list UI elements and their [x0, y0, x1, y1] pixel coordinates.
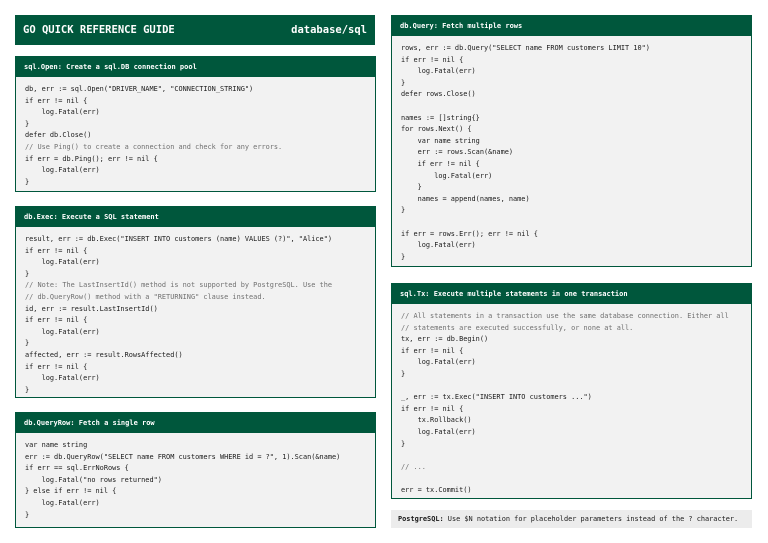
postgresql-note	[391, 510, 752, 528]
code-line: if err != nil {	[25, 316, 88, 325]
code-line: log.Fatal(err)	[401, 241, 476, 250]
card-title: sql.Open: Create a sql.DB connection pool	[16, 57, 375, 77]
code-line: log.Fatal(err)	[401, 427, 476, 436]
code-line: log.Fatal(err)	[25, 258, 100, 267]
code-line: }	[401, 206, 406, 215]
code-line: }	[25, 385, 30, 394]
card-db-query	[391, 15, 752, 267]
code-line: if err != nil {	[25, 362, 88, 371]
code-line: defer db.Close()	[25, 131, 92, 140]
code-line: log.Fatal(err)	[25, 498, 100, 507]
code-line: }	[25, 510, 30, 519]
card-db-queryrow	[15, 412, 376, 528]
code-comment: // db.QueryRow() method with a "RETURNING" clause instead.	[25, 292, 266, 301]
code-line: err := rows.Scan(&name)	[401, 148, 514, 157]
code-line: if err != nil {	[25, 96, 88, 105]
code-block	[16, 433, 375, 521]
code-line: _, err := tx.Exec("INSERT INTO customers ...")	[401, 393, 592, 402]
card-sql-tx	[391, 283, 752, 499]
code-line: }	[25, 339, 30, 348]
code-line: }	[401, 78, 406, 87]
page-header	[15, 15, 375, 45]
code-line: if err = rows.Err(); err != nil {	[401, 229, 538, 238]
code-line: names = append(names, name)	[401, 194, 530, 203]
code-line: log.Fatal(err)	[401, 358, 476, 367]
code-line: db, err := sql.Open("DRIVER_NAME", "CONNECTION_STRING")	[25, 85, 254, 93]
code-line	[401, 381, 742, 393]
code-comment: // statements are executed successfully, or none at all.	[401, 323, 634, 332]
note-text: Use $N notation for placeholder parameters instead of the ? character.	[443, 515, 739, 523]
code-line: log.Fatal(err)	[401, 171, 493, 180]
code-line: }	[25, 177, 30, 186]
code-line: }	[401, 183, 422, 192]
card-title: sql.Tx: Execute multiple statements in one transaction	[392, 284, 751, 304]
code-line: if err != nil {	[401, 159, 480, 168]
code-line	[401, 450, 742, 462]
code-line: if err != nil {	[401, 346, 464, 355]
code-comment: // ...	[401, 462, 426, 471]
code-line: affected, err := result.RowsAffected()	[25, 350, 183, 359]
card-sql-open	[15, 56, 376, 192]
code-line: id, err := result.LastInsertId()	[25, 304, 158, 313]
card-title: db.Query: Fetch multiple rows	[392, 16, 751, 36]
code-line	[401, 473, 742, 485]
code-line: err = tx.Commit()	[401, 485, 472, 494]
page-title: GO QUICK REFERENCE GUIDE	[23, 24, 175, 36]
code-line: defer rows.Close()	[401, 90, 476, 99]
code-line: err := db.QueryRow("SELECT name FROM customers WHERE id = ?", 1).Scan(&name)	[25, 452, 341, 461]
code-line	[401, 101, 742, 113]
code-line: log.Fatal(err)	[25, 108, 100, 117]
code-line: tx.Rollback()	[401, 416, 472, 425]
code-block	[392, 304, 751, 497]
code-line: for rows.Next() {	[401, 125, 472, 134]
code-line: if err != nil {	[25, 246, 88, 255]
code-line: if err != nil {	[401, 55, 464, 64]
code-line: log.Fatal("no rows returned")	[25, 475, 162, 484]
page-subtitle: database/sql	[291, 24, 367, 36]
card-db-exec	[15, 206, 376, 398]
code-line: log.Fatal(err)	[25, 374, 100, 383]
code-line: if err == sql.ErrNoRows {	[25, 464, 129, 473]
code-line: }	[401, 369, 406, 378]
card-title: db.Exec: Execute a SQL statement	[16, 207, 375, 227]
code-line: var name string	[25, 441, 88, 449]
code-line: log.Fatal(err)	[25, 166, 100, 175]
code-line: var name string	[401, 136, 480, 145]
code-comment: // All statements in a transaction use the same database connection. Either all	[401, 312, 729, 320]
code-line: tx, err := db.Begin()	[401, 335, 489, 344]
code-block	[16, 227, 375, 396]
card-title: db.QueryRow: Fetch a single row	[16, 413, 375, 433]
code-line: } else if err != nil {	[25, 487, 117, 496]
code-line: }	[25, 119, 30, 128]
code-line: result, err := db.Exec("INSERT INTO customers (name) VALUES (?)", "Alice")	[25, 235, 332, 243]
code-block	[16, 77, 375, 188]
code-line: }	[25, 269, 30, 278]
code-line: rows, err := db.Query("SELECT name FROM customers LIMIT 10")	[401, 44, 650, 52]
code-line	[401, 217, 742, 229]
code-block	[392, 36, 751, 263]
code-line: names := []string{}	[401, 113, 480, 122]
code-line: }	[401, 439, 406, 448]
code-comment: // Use Ping() to create a connection and check for any errors.	[25, 142, 283, 151]
code-line: log.Fatal(err)	[401, 67, 476, 76]
note-label: PostgreSQL:	[398, 515, 444, 523]
code-line: if err = db.Ping(); err != nil {	[25, 154, 158, 163]
code-comment: // Note: The LastInsertId() method is not supported by PostgreSQL. Use the	[25, 281, 332, 290]
code-line: log.Fatal(err)	[25, 327, 100, 336]
code-line: }	[401, 252, 406, 261]
code-line: if err != nil {	[401, 404, 464, 413]
